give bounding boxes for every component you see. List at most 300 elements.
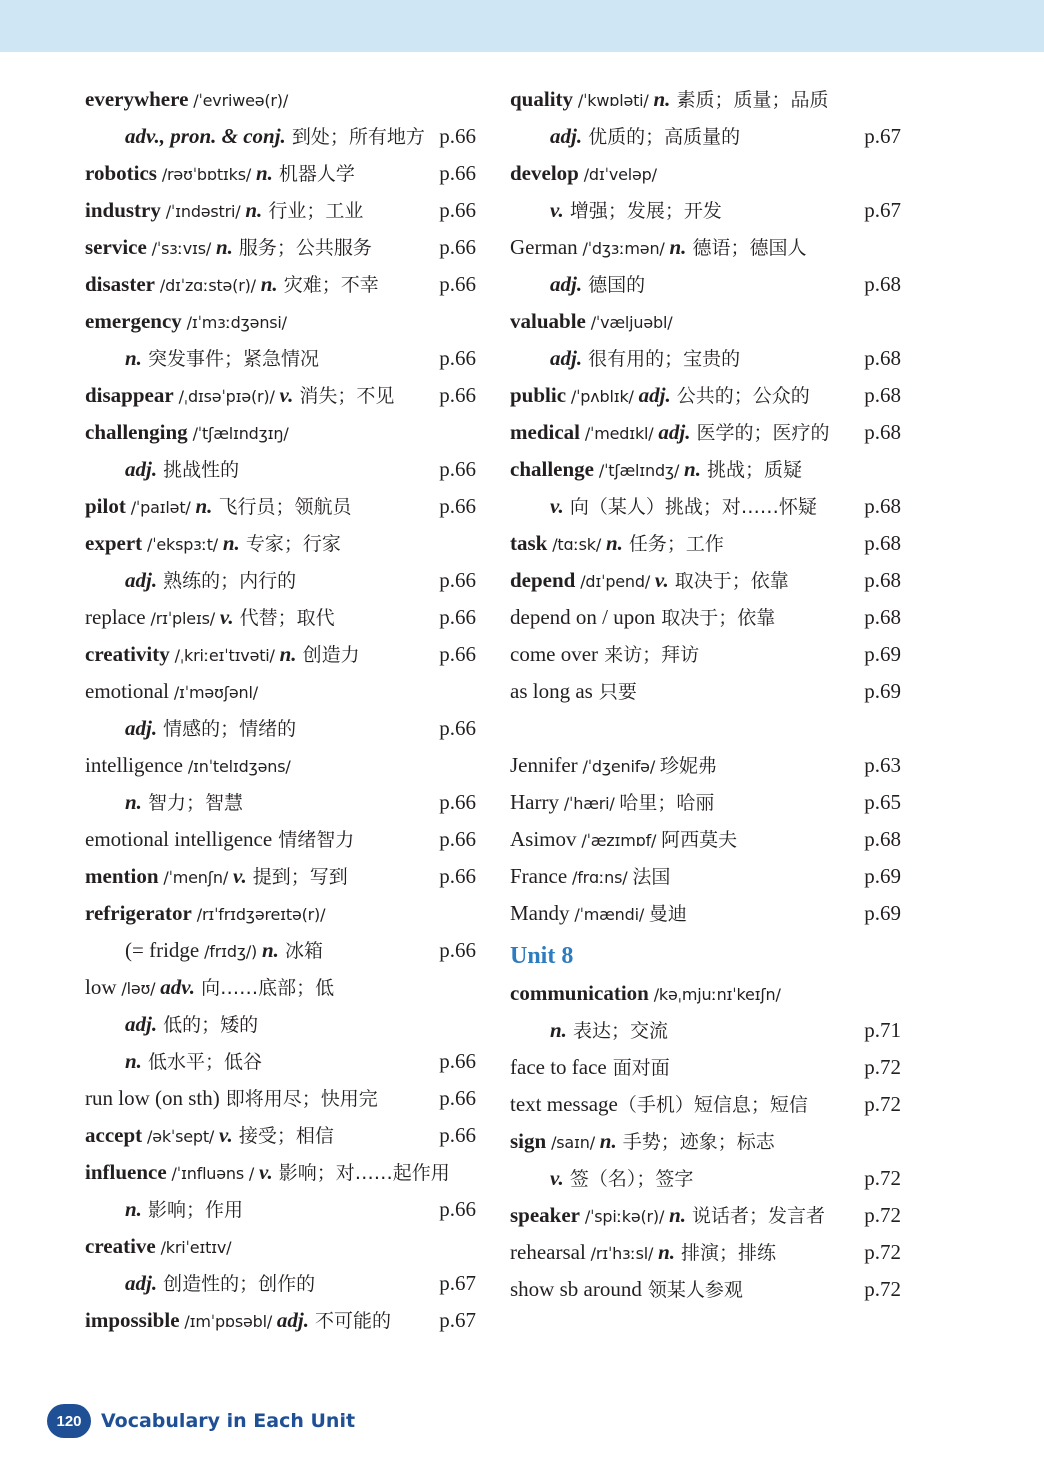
- vocab-entry: [85, 155, 480, 192]
- vocab-phonetic: /ɪnˈtelɪdʒəns/: [182, 757, 291, 776]
- vocab-page-ref: p.66: [439, 383, 476, 407]
- vocab-definition: 即将用尽；快用完: [219, 1088, 378, 1110]
- vocab-definition: 消失；不见: [293, 385, 395, 407]
- vocab-word: face to face: [510, 1055, 607, 1079]
- vocab-definition: 不可能的: [309, 1310, 392, 1332]
- vocab-page-ref: p.68: [864, 494, 901, 518]
- vocab-page-ref: p.66: [439, 605, 476, 629]
- vocab-definition: 向……底部；低: [195, 977, 335, 999]
- vocab-phonetic: /ˈmændi/: [569, 905, 649, 924]
- vocab-page-ref: p.69: [864, 864, 901, 888]
- vocab-word: develop: [510, 161, 579, 185]
- vocab-entry: [85, 932, 480, 969]
- vocab-entry: [85, 1191, 480, 1228]
- vocab-entry: [510, 1012, 905, 1049]
- vocab-definition: 增强；发展；开发: [563, 200, 722, 222]
- vocab-page-ref: p.66: [439, 198, 476, 222]
- vocab-definition: 只要: [592, 681, 637, 703]
- vocab-word: run low (on sth): [85, 1086, 220, 1110]
- vocab-word: disaster: [85, 272, 155, 296]
- vocab-entry: [510, 1049, 905, 1086]
- vocab-part-of-speech: adj.: [550, 124, 583, 148]
- vocab-part-of-speech: n.: [260, 272, 278, 296]
- vocab-entry: [510, 340, 905, 377]
- vocab-entry: [85, 562, 480, 599]
- vocab-phonetic: /ˈmenʃn/: [158, 868, 233, 887]
- vocab-phonetic: /ˈekspɜːt/: [142, 535, 223, 554]
- vocab-word: (= fridge: [125, 938, 200, 962]
- vocab-word: show sb around: [510, 1277, 642, 1301]
- vocab-entry: [510, 1123, 905, 1160]
- vocab-part-of-speech: n.: [125, 790, 142, 814]
- vocab-definition: 法国: [632, 866, 671, 888]
- vocab-part-of-speech: n.: [658, 1240, 676, 1264]
- vocab-part-of-speech: n.: [605, 531, 623, 555]
- vocab-definition: 到处；所有地方: [285, 126, 425, 148]
- vocab-word: Jennifer: [510, 753, 578, 777]
- vocab-entry: [510, 784, 905, 821]
- vocab-entry: [85, 192, 480, 229]
- page-footer: [47, 1403, 355, 1439]
- vocab-definition: 创造力: [296, 644, 360, 666]
- vocab-entry: [85, 747, 480, 784]
- vocab-definition: 面对面: [606, 1057, 670, 1079]
- vocab-page-ref: p.67: [864, 198, 901, 222]
- vocab-phonetic: /ˈtʃælɪndʒɪŋ/: [187, 424, 289, 443]
- vocab-phonetic: /ˈpaɪlət/: [125, 498, 196, 517]
- vocab-page-ref: p.66: [439, 790, 476, 814]
- vocab-entry: [85, 1228, 480, 1265]
- vocab-entry: [510, 562, 905, 599]
- vocab-phonetic: /ˈdʒɜːmən/: [577, 239, 670, 258]
- vocab-entry: [85, 821, 480, 858]
- vocab-definition: 情绪智力: [272, 829, 355, 851]
- vocab-entry: [85, 969, 480, 1006]
- vocab-phonetic: /ˈæzɪmɒf/: [576, 831, 662, 850]
- vocab-word: communication: [510, 981, 649, 1005]
- vocab-page-ref: p.68: [864, 272, 901, 296]
- vocab-phonetic: /ˌdɪsəˈpɪə(r)/: [173, 387, 280, 406]
- vocab-word: disappear: [85, 383, 174, 407]
- vocab-phonetic: /ləʊ/: [116, 979, 161, 998]
- vocab-word: accept: [85, 1123, 143, 1147]
- vocab-phonetic: /ˈdʒenifə/: [577, 757, 660, 776]
- vocab-definition: 表达；交流: [566, 1020, 668, 1042]
- vocab-word: influence: [85, 1160, 167, 1184]
- vocab-page-ref: p.66: [439, 938, 476, 962]
- vocab-definition: 取决于；依靠: [668, 570, 789, 592]
- vocab-definition: 公共的；公众的: [670, 385, 810, 407]
- vocab-entry: [510, 1271, 905, 1308]
- vocab-page-ref: p.66: [439, 494, 476, 518]
- vocab-page-ref: p.66: [439, 827, 476, 851]
- vocab-part-of-speech: adj.: [658, 420, 691, 444]
- vocab-word: robotics: [85, 161, 157, 185]
- vocab-part-of-speech: adj.: [550, 272, 583, 296]
- vocab-part-of-speech: v.: [654, 568, 669, 592]
- vocab-word: industry: [85, 198, 161, 222]
- vocab-definition: 优质的；高质量的: [582, 126, 741, 148]
- vocab-page-ref: p.66: [439, 1086, 476, 1110]
- unit-heading: Unit 8: [510, 943, 574, 969]
- vocab-phonetic: /ɪˈməʊʃənl/: [168, 683, 258, 702]
- vocab-entry: [85, 414, 480, 451]
- vocab-definition: 灾难；不幸: [277, 274, 379, 296]
- vocab-page-ref: p.69: [864, 679, 901, 703]
- vocab-page-ref: p.72: [864, 1092, 901, 1116]
- vocab-page-ref: p.72: [864, 1203, 901, 1227]
- vocab-part-of-speech: adv., pron. & conj.: [125, 124, 286, 148]
- vocab-phonetic: /ˈmedɪkl/: [579, 424, 659, 443]
- vocab-part-of-speech: adj.: [276, 1308, 310, 1332]
- vocab-phonetic: /ˌkriːeɪˈtɪvəti/: [169, 646, 280, 665]
- vocab-word: depend: [510, 568, 576, 592]
- vocab-word: emergency: [85, 309, 182, 333]
- vocab-entry: [510, 229, 905, 266]
- vocab-page-ref: p.69: [864, 642, 901, 666]
- vocab-entry: [85, 599, 480, 636]
- vocab-page-ref: p.67: [439, 1271, 476, 1295]
- vocab-page-ref: p.72: [864, 1055, 901, 1079]
- vocab-part-of-speech: v.: [219, 1123, 233, 1147]
- vocab-phonetic: /rɪˈpleɪs/: [145, 609, 220, 628]
- vocab-definition: 曼迪: [648, 903, 687, 925]
- vocab-entry: [510, 155, 905, 192]
- vocab-definition: 来访；拜访: [598, 644, 700, 666]
- vocab-phonetic: /dɪˈpend/: [575, 572, 655, 591]
- vocab-page-ref: p.68: [864, 383, 901, 407]
- vocab-entry: [85, 1006, 480, 1043]
- vocab-word: depend on / upon: [510, 605, 656, 629]
- vocab-part-of-speech: n.: [222, 531, 240, 555]
- vocab-entry: [510, 1086, 905, 1123]
- right-column: [510, 81, 905, 1308]
- vocab-page-ref: p.63: [864, 753, 901, 777]
- vocab-page-ref: p.66: [439, 1197, 476, 1221]
- vocab-definition: 行业；工业: [262, 200, 364, 222]
- vocab-entry: [510, 118, 905, 155]
- vocab-page-ref: p.66: [439, 161, 476, 185]
- vocab-phonetic: /frɪdʒ/): [199, 942, 262, 961]
- vocab-part-of-speech: n.: [125, 1197, 142, 1221]
- vocab-part-of-speech: n.: [245, 198, 263, 222]
- vocab-word: pilot: [85, 494, 126, 518]
- vocab-word: valuable: [510, 309, 586, 333]
- page-number-badge: 120: [47, 1404, 91, 1438]
- vocab-entry: [85, 451, 480, 488]
- vocab-entry: [510, 975, 905, 1012]
- vocab-definition: 德语；德国人: [686, 237, 807, 259]
- vocab-entry: [85, 636, 480, 673]
- vocab-part-of-speech: n.: [195, 494, 213, 518]
- vocab-phonetic: /ˈsɜːvɪs/: [146, 239, 216, 258]
- vocab-part-of-speech: n.: [215, 235, 233, 259]
- vocab-entry: [85, 1302, 480, 1339]
- vocab-page-ref: p.65: [864, 790, 901, 814]
- vocab-page-ref: p.68: [864, 605, 901, 629]
- left-column: [85, 81, 480, 1339]
- vocab-part-of-speech: adj.: [125, 457, 158, 481]
- vocab-definition: 影响；对……起作用: [272, 1162, 450, 1184]
- vocab-page-ref: p.66: [439, 272, 476, 296]
- vocab-word: challenging: [85, 420, 188, 444]
- vocab-entry: [510, 192, 905, 229]
- vocab-entry: [85, 340, 480, 377]
- vocab-part-of-speech: n.: [262, 938, 279, 962]
- vocab-page-ref: p.68: [864, 568, 901, 592]
- vocab-word: rehearsal: [510, 1240, 586, 1264]
- vocab-entry: [85, 303, 480, 340]
- vocab-page-ref: p.66: [439, 864, 476, 888]
- vocab-word: Mandy: [510, 901, 570, 925]
- vocab-word: challenge: [510, 457, 594, 481]
- vocab-part-of-speech: n.: [599, 1129, 617, 1153]
- vocab-word: come over: [510, 642, 599, 666]
- vocab-definition: 挑战性的: [157, 459, 240, 481]
- vocab-entry: [510, 525, 905, 562]
- vocab-entry: [85, 784, 480, 821]
- vocab-page-ref: p.66: [439, 568, 476, 592]
- vocab-part-of-speech: v.: [550, 198, 564, 222]
- vocab-entry: [510, 673, 905, 710]
- vocab-part-of-speech: v.: [219, 605, 234, 629]
- vocab-definition: 手势；迹象；标志: [616, 1131, 775, 1153]
- vocab-definition: 智力；智慧: [141, 792, 243, 814]
- vocab-word: service: [85, 235, 147, 259]
- vocab-part-of-speech: n.: [669, 235, 687, 259]
- vocab-phonetic: /ɪˈmɜːdʒənsi/: [181, 313, 287, 332]
- vocab-part-of-speech: n.: [125, 346, 142, 370]
- vocab-entry: [85, 1043, 480, 1080]
- vocab-part-of-speech: n.: [653, 87, 671, 111]
- vocab-part-of-speech: v.: [232, 864, 247, 888]
- vocab-part-of-speech: adj.: [550, 346, 583, 370]
- vocab-page-ref: p.68: [864, 531, 901, 555]
- vocab-definition: 熟练的；内行的: [157, 570, 297, 592]
- vocab-definition: 签（名）；签字: [563, 1168, 694, 1190]
- vocab-definition: 领某人参观: [641, 1279, 743, 1301]
- vocab-entry: [85, 266, 480, 303]
- vocab-page-ref: p.71: [864, 1018, 901, 1042]
- vocab-definition: 提到；写到: [246, 866, 348, 888]
- vocab-entry: [85, 673, 480, 710]
- vocab-word: impossible: [85, 1308, 180, 1332]
- vocab-part-of-speech: v.: [550, 1166, 564, 1190]
- vocab-page-ref: p.66: [439, 346, 476, 370]
- vocab-word: Asimov: [510, 827, 577, 851]
- vocab-part-of-speech: adj.: [638, 383, 671, 407]
- vocab-definition: 冰箱: [278, 940, 323, 962]
- vocab-definition: 情感的；情绪的: [157, 718, 297, 740]
- vocab-definition: 专家；行家: [239, 533, 341, 555]
- vocab-entry: [510, 747, 905, 784]
- vocab-page-ref: p.66: [439, 716, 476, 740]
- vocab-phonetic: /dɪˈzɑːstə(r)/: [155, 276, 261, 295]
- vocab-entry: [510, 1160, 905, 1197]
- vocab-word: low: [85, 975, 117, 999]
- vocab-part-of-speech: adj.: [125, 568, 158, 592]
- vocab-definition: 任务；工作: [622, 533, 724, 555]
- vocab-definition: 很有用的；宝贵的: [582, 348, 741, 370]
- vocab-phonetic: /ɪmˈpɒsəbl/: [179, 1312, 277, 1331]
- vocab-phonetic: /kriˈeɪtɪv/: [155, 1238, 232, 1257]
- vocab-definition: 取决于；依靠: [655, 607, 776, 629]
- vocab-part-of-speech: v.: [279, 383, 294, 407]
- vocab-definition: 影响；作用: [141, 1199, 243, 1221]
- vocab-page-ref: p.68: [864, 420, 901, 444]
- vocab-word: quality: [510, 87, 574, 111]
- vocab-entry: [510, 1197, 905, 1234]
- vocab-definition: （手机）短信息；短信: [617, 1094, 808, 1116]
- vocab-phonetic: /ˈhæri/: [558, 794, 620, 813]
- vocab-word: creative: [85, 1234, 156, 1258]
- vocab-word: public: [510, 383, 567, 407]
- vocab-definition: 突发事件；紧急情况: [141, 348, 319, 370]
- vocab-part-of-speech: v.: [258, 1160, 273, 1184]
- vocab-entry: [85, 710, 480, 747]
- vocab-definition: 说话者；发言者: [686, 1205, 826, 1227]
- vocab-part-of-speech: n.: [125, 1049, 142, 1073]
- vocab-phonetic: /əkˈsept/: [142, 1127, 220, 1146]
- vocab-definition: 低水平；低谷: [141, 1051, 262, 1073]
- vocab-part-of-speech: adv.: [160, 975, 196, 999]
- vocab-entry: [510, 488, 905, 525]
- vocab-word: German: [510, 235, 578, 259]
- vocab-definition: 珍妮弗: [659, 755, 717, 777]
- vocab-definition: 向（某人）挑战；对……怀疑: [563, 496, 817, 518]
- vocab-phonetic: /rəʊˈbɒtɪks/: [156, 165, 256, 184]
- vocab-definition: 素质；质量；品质: [670, 89, 829, 111]
- vocab-phonetic: /ˈtʃælɪndʒ/: [594, 461, 685, 480]
- vocab-word: speaker: [510, 1203, 580, 1227]
- vocab-phonetic: /kəˌmjuːnɪˈkeɪʃn/: [648, 985, 781, 1004]
- vocab-part-of-speech: adj.: [125, 1271, 158, 1295]
- vocab-phonetic: /ˈkwɒləti/: [573, 91, 654, 110]
- vocab-entry: [85, 81, 480, 118]
- vocab-phonetic: /dɪˈveləp/: [578, 165, 657, 184]
- vocab-entry: [85, 525, 480, 562]
- vocab-entry: [510, 821, 905, 858]
- vocab-phonetic: /saɪn/: [546, 1133, 600, 1152]
- vocab-definition: 医学的；医疗的: [690, 422, 830, 444]
- vocab-part-of-speech: n.: [279, 642, 297, 666]
- vocab-entry: [510, 895, 905, 932]
- top-color-band: [0, 0, 1044, 52]
- vocab-entry: [510, 451, 905, 488]
- vocab-phonetic: /ˈɪndəstri/: [160, 202, 246, 221]
- vocab-entry: [510, 414, 905, 451]
- section-gap: [510, 710, 905, 747]
- vocab-entry: [510, 377, 905, 414]
- vocab-word: as long as: [510, 679, 593, 703]
- vocab-page-ref: p.66: [439, 457, 476, 481]
- vocab-page-ref: p.66: [439, 642, 476, 666]
- vocab-entry: [85, 229, 480, 266]
- vocab-definition: 服务；公共服务: [232, 237, 372, 259]
- vocab-word: task: [510, 531, 548, 555]
- vocab-part-of-speech: v.: [550, 494, 564, 518]
- vocab-definition: 低的；矮的: [157, 1014, 259, 1036]
- vocab-entry: [510, 303, 905, 340]
- vocab-word: intelligence: [85, 753, 183, 777]
- vocab-entry: [85, 858, 480, 895]
- vocab-definition: 接受；相信: [232, 1125, 334, 1147]
- vocab-word: creativity: [85, 642, 170, 666]
- vocab-phonetic: /ˈevriweə(r)/: [188, 91, 289, 110]
- vocab-page-ref: p.72: [864, 1166, 901, 1190]
- vocab-part-of-speech: adj.: [125, 716, 158, 740]
- vocab-entry: [510, 858, 905, 895]
- vocab-definition: 挑战；质疑: [700, 459, 803, 481]
- vocab-part-of-speech: n.: [684, 457, 701, 481]
- vocab-word: replace: [85, 605, 146, 629]
- vocab-entry: [85, 895, 480, 932]
- vocab-phonetic: /tɑːsk/: [547, 535, 606, 554]
- vocab-word: text message: [510, 1092, 618, 1116]
- vocab-entry: [85, 1154, 480, 1191]
- vocab-definition: 机器人学: [272, 163, 355, 185]
- vocab-page-ref: p.66: [439, 124, 476, 148]
- vocab-entry: [510, 81, 905, 118]
- vocab-word: medical: [510, 420, 580, 444]
- vocab-entry: [85, 1080, 480, 1117]
- vocab-entry: [85, 118, 480, 155]
- vocab-word: everywhere: [85, 87, 189, 111]
- vocab-word: mention: [85, 864, 159, 888]
- vocab-phonetic: /frɑːns/: [567, 868, 633, 887]
- vocab-word: emotional: [85, 679, 169, 703]
- vocab-word: refrigerator: [85, 901, 192, 925]
- vocab-entry: [510, 636, 905, 673]
- vocab-page-ref: p.66: [439, 1049, 476, 1073]
- vocab-definition: 创造性的；创作的: [157, 1273, 316, 1295]
- vocab-part-of-speech: n.: [255, 161, 273, 185]
- vocab-page-ref: p.72: [864, 1240, 901, 1264]
- vocab-entry: [85, 1265, 480, 1302]
- vocab-phonetic: /rɪˈhɜːsl/: [585, 1244, 659, 1263]
- vocab-entry: [510, 266, 905, 303]
- vocab-part-of-speech: n.: [550, 1018, 567, 1042]
- vocab-definition: 德国的: [582, 274, 646, 296]
- vocab-part-of-speech: adj.: [125, 1012, 158, 1036]
- vocab-phonetic: /ˈpʌblɪk/: [566, 387, 639, 406]
- vocab-definition: 代替；取代: [233, 607, 335, 629]
- vocab-word: emotional intelligence: [85, 827, 273, 851]
- vocab-word: France: [510, 864, 568, 888]
- vocab-page-ref: p.66: [439, 1123, 476, 1147]
- vocab-page-ref: p.69: [864, 901, 901, 925]
- vocab-word: expert: [85, 531, 143, 555]
- vocab-definition: 排演；排练: [675, 1242, 777, 1264]
- vocab-phonetic: /rɪˈfrɪdʒəreɪtə(r)/: [191, 905, 326, 924]
- vocab-definition: 飞行员；领航员: [212, 496, 352, 518]
- vocab-definition: 阿西莫夫: [661, 829, 738, 851]
- vocab-page-ref: p.67: [864, 124, 901, 148]
- vocab-entry: [85, 1117, 480, 1154]
- vocab-entry: [85, 377, 480, 414]
- vocab-page-ref: p.66: [439, 235, 476, 259]
- vocab-word: Harry: [510, 790, 559, 814]
- vocab-phonetic: /ˈɪnfluəns /: [166, 1164, 259, 1183]
- vocab-entry: [510, 599, 905, 636]
- vocab-entry: [85, 488, 480, 525]
- vocab-definition: 哈里；哈丽: [619, 792, 715, 814]
- vocab-phonetic: /ˈspiːkə(r)/: [580, 1207, 670, 1226]
- vocab-word: sign: [510, 1129, 547, 1153]
- vocab-phonetic: /ˈvæljuəbl/: [585, 313, 673, 332]
- vocab-page-ref: p.68: [864, 827, 901, 851]
- vocab-part-of-speech: n.: [669, 1203, 686, 1227]
